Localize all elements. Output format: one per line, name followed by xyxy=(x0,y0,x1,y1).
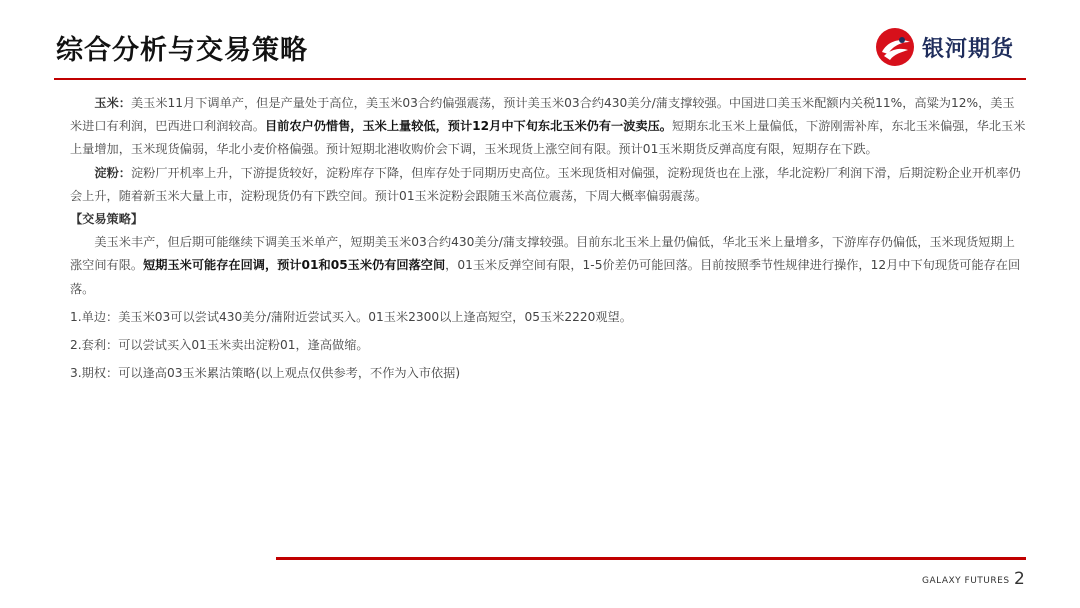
corn-text-1: 美玉米11月下调单产，但是产量处于高位，美玉米03合约偏强震荡，预计美玉米03合约430美分/蒲支撑较强。中国进口美玉米配额内关税11%，高粱为12%，美玉米进口有利润，巴西进口利润较高。 xyxy=(70,96,1015,134)
strategy-heading: 【交易策略】 xyxy=(70,212,144,227)
logo-text: 银河期货 xyxy=(922,36,1015,62)
starch-paragraph xyxy=(70,162,1026,208)
corn-paragraph xyxy=(70,92,1026,162)
strategy-text-1: 美玉米丰产，但后期可能继续下调美玉米单产，短期美玉米03合约430美分/蒲支撑较强。目前东北玉米上量仍偏低，华北玉米上量增多，下游库存仍偏低，玉米现货短期上涨空间有限。 xyxy=(70,235,1015,273)
strategy-item-single: 1.单边：美玉米03可以尝试430美分/蒲附近尝试买入。01玉米2300以上逢高短空，05玉米2220观望。 xyxy=(70,309,632,324)
strategy-item-arbitrage: 2.套利：可以尝试买入01玉米卖出淀粉01，逢高做缩。 xyxy=(70,338,369,353)
starch-text: 淀粉厂开机率上升，下游提货较好，淀粉库存下降，但库存处于同期历史高位。玉米现货相对偏强，淀粉现货也在上涨，华北淀粉厂利润下滑，后期淀粉企业开机率仍会上升，随着新玉米大量上市，淀粉现货仍有下跌空间。预计01玉米淀粉会跟随玉米高位震荡，下周大概率偏弱震荡。 xyxy=(70,165,1021,203)
footer-brand: GALAXY FUTURES xyxy=(922,576,1010,586)
footer-divider xyxy=(276,557,1026,560)
header-divider xyxy=(54,78,1026,80)
strategy-bold-text: 短期玉米可能存在回调，预计01和05玉米仍有回落空间 xyxy=(143,258,446,273)
page-number: 2 xyxy=(1014,569,1025,589)
strategy-paragraph xyxy=(70,231,1026,301)
starch-label: 淀粉： xyxy=(94,165,131,180)
galaxy-logo-icon xyxy=(874,26,916,68)
strategy-text-2: ，01玉米反弹空间有限，1-5价差仍可能回落。目前按照季节性规律进行操作，12月中下旬现货可能存在回落。 xyxy=(70,258,1021,296)
corn-label: 玉米： xyxy=(94,96,131,110)
strategy-item-options: 3.期权：可以逢高03玉米累沽策略(以上观点仅供参考，不作为入市依据) xyxy=(70,366,461,381)
corn-text-2: 短期东北玉米上量偏低，下游刚需补库，东北玉米偏强，华北玉米上量增加，玉米现货偏弱，华北小麦价格偏强。预计短期北港收购价会下调，玉米现货上涨空间有限。预计01玉米期货反弹高度有限，短期存在下跌。 xyxy=(70,119,1026,157)
corn-bold-text: 目前农户仍惜售，玉米上量较低，预计12月中下旬东北玉米仍有一波卖压。 xyxy=(265,119,672,134)
company-logo xyxy=(874,26,1014,68)
page-title: 综合分析与交易策略 xyxy=(56,35,308,66)
content-body xyxy=(70,92,1026,385)
